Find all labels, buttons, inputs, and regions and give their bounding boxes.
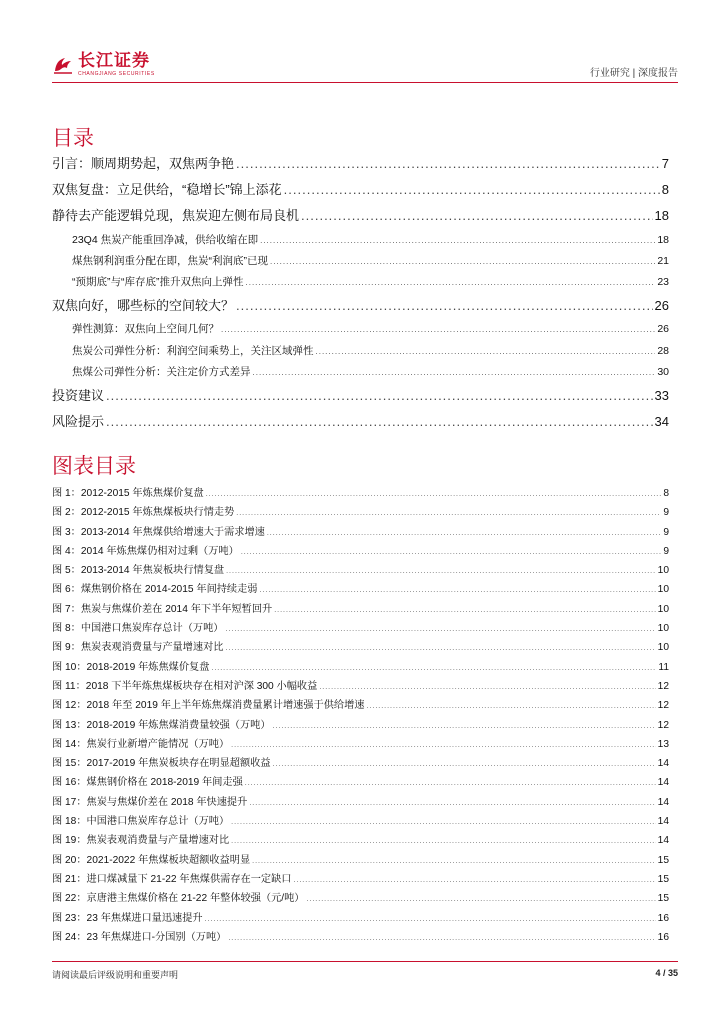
figure-entry-label: 图 12：2018 年至 2019 年上半年炼焦煤消费量累计增速强于供给增速 (52, 700, 365, 712)
figure-entry-page: 13 (657, 738, 669, 750)
dot-leader (245, 774, 656, 793)
figure-entry-page: 9 (663, 526, 669, 538)
figure-entry[interactable] (52, 812, 669, 831)
toc-entry[interactable] (52, 293, 669, 319)
figure-entry-page: 10 (657, 584, 669, 596)
figure-entry-label: 图 16：煤焦钢价格在 2018-2019 年间走强 (52, 777, 243, 789)
figure-entry-label: 图 10：2018-2019 年炼焦煤价复盘 (52, 661, 210, 673)
dot-leader (319, 678, 655, 697)
figure-entry-label: 图 19：焦炭表观消费量与产量增速对比 (52, 835, 230, 847)
dot-leader (301, 203, 653, 229)
figure-entry-page: 16 (657, 912, 669, 924)
toc-entry-label: 23Q4 焦炭产能重回净减，供给收缩在即 (72, 233, 259, 246)
figure-entry[interactable] (52, 716, 669, 735)
figure-entry[interactable] (52, 619, 669, 638)
figure-entry-label: 图 8：中国港口焦炭库存总计（万吨） (52, 623, 224, 635)
figure-entry-page: 10 (657, 623, 669, 635)
toc-entry-page: 18 (654, 208, 669, 224)
toc-entry-label: 风险提示 (52, 414, 105, 430)
toc-entry-page: 28 (657, 344, 669, 357)
dot-leader (106, 383, 653, 409)
company-logo (52, 50, 155, 80)
toc-entry[interactable] (52, 251, 669, 272)
figure-entry[interactable] (52, 735, 669, 754)
toc-entry[interactable] (52, 230, 669, 251)
figure-entry[interactable] (52, 928, 669, 947)
dot-leader (273, 717, 656, 736)
figure-entry-page: 10 (657, 642, 669, 654)
toc-entry-page: 23 (657, 275, 669, 288)
figure-entry-page: 12 (657, 680, 669, 692)
figure-entry[interactable] (52, 580, 669, 599)
toc-entry[interactable] (52, 383, 669, 409)
figure-entry-page: 12 (657, 700, 669, 712)
figure-entry[interactable] (52, 658, 669, 677)
figure-entry-page: 15 (657, 854, 669, 866)
dot-leader (284, 177, 660, 203)
figure-entry[interactable] (52, 889, 669, 908)
figure-entry-label: 图 7：焦炭与焦煤价差在 2014 年下半年短暂回升 (52, 603, 273, 615)
dot-leader (236, 151, 660, 177)
figure-entry[interactable] (52, 909, 669, 928)
dot-leader (241, 543, 662, 562)
figure-entry-label: 图 1：2012-2015 年炼焦煤价复盘 (52, 488, 204, 499)
toc-entry[interactable] (52, 362, 669, 383)
toc-entry-page: 21 (657, 254, 669, 267)
figure-entry-label: 图 15：2017-2019 年焦炭板块存在明显超额收益 (52, 758, 271, 770)
dot-leader (253, 362, 656, 383)
figure-entry[interactable] (52, 600, 669, 619)
toc-entry-label: 双焦向好，哪些标的空间较大？ (52, 298, 235, 314)
figure-entry[interactable] (52, 851, 669, 870)
dot-leader (231, 736, 655, 755)
toc-entry[interactable] (52, 177, 669, 203)
dot-leader (211, 659, 656, 678)
dot-leader (260, 230, 655, 251)
figure-entry-page: 10 (657, 565, 669, 577)
figure-entry[interactable] (52, 638, 669, 657)
toc-entry-page: 30 (657, 365, 669, 378)
figure-entry[interactable] (52, 773, 669, 792)
figure-entry[interactable] (52, 677, 669, 696)
toc-entry-label: 投资建议 (52, 387, 105, 403)
dot-leader (221, 319, 655, 340)
figure-entry-page: 14 (657, 816, 669, 828)
dot-leader (273, 755, 656, 774)
figure-entry-label: 图 14：焦炭行业新增产能情况（万吨） (52, 738, 230, 750)
figure-entry-page: 10 (657, 603, 669, 615)
logo-english-name: CHANGJIANG SECURITIES (78, 71, 155, 77)
figure-entry-label: 图 2：2012-2015 年炼焦煤板块行情走势 (52, 507, 235, 519)
page-number: 4 / 35 (655, 968, 678, 978)
figure-entry-label: 图 23：23 年焦煤进口量迅速提升 (52, 912, 203, 924)
figure-entry[interactable] (52, 561, 669, 580)
dot-leader (260, 581, 656, 600)
toc-entry-page: 8 (661, 182, 669, 198)
figure-entry[interactable] (52, 831, 669, 850)
figure-entry[interactable] (52, 793, 669, 812)
figure-entry-page: 15 (657, 873, 669, 885)
figure-entry-page: 14 (657, 835, 669, 847)
figure-entry-page: 16 (657, 931, 669, 943)
toc-entry[interactable] (52, 151, 669, 177)
figure-entry[interactable] (52, 696, 669, 715)
toc-entry-page: 26 (657, 323, 669, 336)
toc-entry-label: 静待去产能逻辑兑现，焦炭迎左侧布局良机 (52, 208, 300, 224)
dot-leader (306, 890, 655, 909)
toc-entry-page: 7 (661, 156, 669, 171)
dot-leader (236, 504, 661, 523)
toc-entry-label: 煤焦钢利润重分配在即，焦炭“利润底”已现 (72, 254, 268, 267)
figures-title: 图表目录 (52, 454, 136, 478)
figure-entry-page: 9 (663, 545, 669, 557)
figure-entry[interactable] (52, 523, 669, 542)
figure-entry-label: 图 5：2013-2014 年焦炭板块行情复盘 (52, 565, 225, 577)
dot-leader (231, 813, 655, 832)
toc-entry-page: 34 (654, 414, 669, 430)
dot-leader (267, 524, 661, 543)
dot-leader (206, 485, 662, 504)
logo-chinese-name: 长江证券 (78, 51, 150, 71)
report-category: 行业研究 | 深度报告 (589, 68, 678, 79)
footer-divider (52, 961, 678, 962)
dot-leader (293, 871, 655, 890)
toc-entry-page: 18 (657, 233, 669, 246)
figure-entry-label: 图 20：2021-2022 年焦煤板块超额收益明显 (52, 854, 251, 866)
figure-entry-page: 14 (657, 758, 669, 770)
figure-entry[interactable] (52, 870, 669, 889)
toc-entry-label: 引言：顺周期势起，双焦两争艳 (52, 156, 235, 171)
toc-entry-label: 双焦复盘：立足供给，“稳增长”锦上添花 (52, 182, 282, 198)
figure-entry-page: 12 (657, 719, 669, 731)
dot-leader (226, 562, 656, 581)
header-divider (52, 82, 678, 83)
dot-leader (246, 272, 656, 293)
toc-entry-page: 26 (654, 298, 669, 314)
toc-entry-page: 33 (654, 387, 669, 403)
footer-disclaimer: 请阅读最后评级说明和重要声明 (52, 970, 179, 980)
toc-entry[interactable] (52, 319, 669, 340)
figure-entry-page: 14 (657, 796, 669, 808)
figure-entry[interactable] (52, 542, 669, 561)
toc-entry[interactable] (52, 409, 669, 435)
dot-leader (228, 929, 655, 948)
toc-entry[interactable] (52, 203, 669, 229)
dot-leader (316, 341, 656, 362)
dot-leader (249, 794, 655, 813)
figure-entry[interactable] (52, 754, 669, 773)
figure-entry-label: 图 21：进口煤减量下 21-22 年焦煤供需存在一定缺口 (52, 873, 292, 885)
page-header (52, 50, 678, 84)
figure-entry[interactable] (52, 503, 669, 522)
figure-entry-page: 15 (657, 893, 669, 905)
figure-entry-label: 图 11：2018 下半年炼焦煤板块存在相对沪深 300 小幅收益 (52, 680, 318, 692)
toc-entry-label: 焦煤公司弹性分析：关注定价方式差异 (72, 365, 251, 378)
figure-entry-label: 图 17：焦炭与焦煤价差在 2018 年快速提升 (52, 796, 248, 808)
figure-entry-label: 图 6：煤焦钢价格在 2014-2015 年间持续走弱 (52, 584, 258, 596)
figure-entry-page: 8 (663, 488, 669, 499)
figure-entry-label: 图 18：中国港口焦炭库存总计（万吨） (52, 816, 230, 828)
dot-leader (231, 832, 655, 851)
toc-entry[interactable] (52, 341, 669, 362)
toc-title: 目录 (52, 126, 94, 150)
figure-entry-label: 图 3：2013-2014 年焦煤供给增速大于需求增速 (52, 526, 265, 538)
dot-leader (236, 293, 653, 319)
toc-entry[interactable] (52, 272, 669, 293)
dot-leader (205, 910, 656, 929)
dot-leader (252, 852, 656, 871)
figure-entry-page: 14 (657, 777, 669, 789)
figure-entry-page: 9 (663, 507, 669, 519)
figure-list (52, 484, 669, 947)
figure-entry-label: 图 4：2014 年炼焦煤仍相对过剩（万吨） (52, 545, 239, 557)
toc-entry-label: “预期底”与“库存底”推升双焦向上弹性 (72, 275, 244, 288)
dot-leader (270, 251, 655, 272)
dot-leader (274, 601, 655, 620)
figure-entry-page: 11 (658, 661, 669, 673)
figure-entry-label: 图 9：焦炭表观消费量与产量增速对比 (52, 642, 224, 654)
dot-leader (226, 620, 656, 639)
table-of-contents (52, 151, 669, 435)
toc-entry-label: 弹性测算：双焦向上空间几何？ (72, 323, 219, 336)
figure-entry-label: 图 24：23 年焦煤进口-分国别（万吨） (52, 931, 227, 943)
dot-leader (366, 697, 655, 716)
figure-entry[interactable] (52, 484, 669, 503)
toc-entry-label: 焦炭公司弹性分析：利润空间乘势上，关注区域弹性 (72, 344, 314, 357)
dot-leader (106, 409, 653, 435)
figure-entry-label: 图 13：2018-2019 年炼焦煤消费量较强（万吨） (52, 719, 271, 731)
logo-icon (52, 54, 74, 76)
dot-leader (226, 639, 656, 658)
figure-entry-label: 图 22：京唐港主焦煤价格在 21-22 年整体较强（元/吨） (52, 893, 305, 905)
